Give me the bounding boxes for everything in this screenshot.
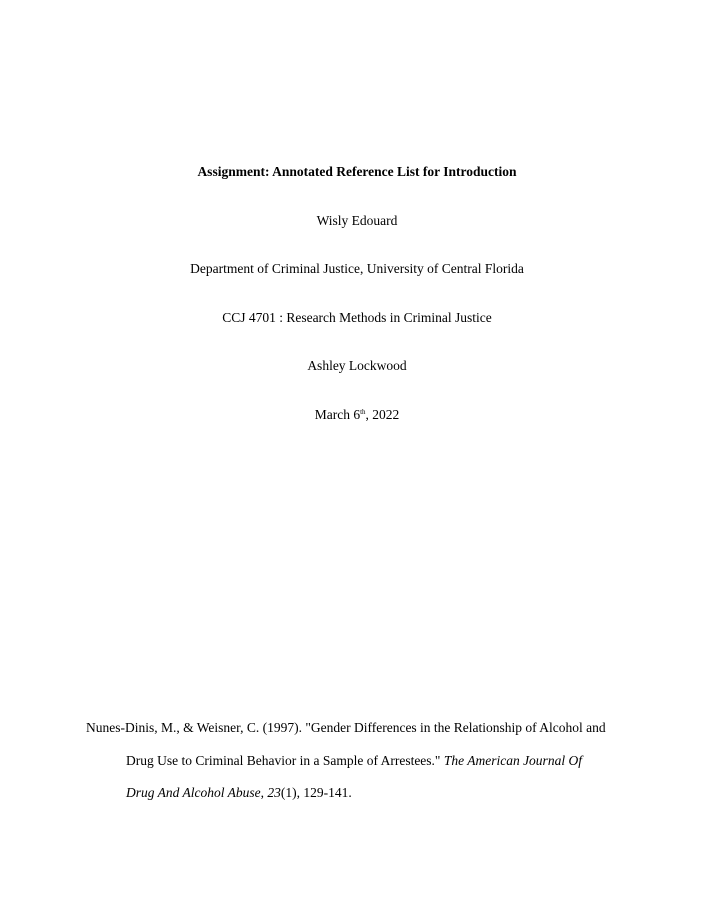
reference-line-1: Nunes-Dinis, M., & Weisner, C. (1997). "Gender Differences in the Relationship of Alcohol and: [86, 720, 606, 735]
reference-journal-name-end: Drug And Alcohol Abuse: [126, 785, 261, 800]
date-year: , 2022: [365, 407, 400, 422]
reference-volume: 23: [267, 785, 281, 800]
paper-title: Assignment: Annotated Reference List for Introduction: [197, 164, 517, 179]
date-ordinal-suffix: th: [360, 408, 366, 416]
reference-issue-pages: (1), 129-141.: [280, 785, 352, 800]
author-name: Wisly Edouard: [316, 213, 398, 228]
reference-line-3: [86, 777, 646, 810]
instructor-name: Ashley Lockwood: [307, 358, 407, 373]
reference-article-title-end: Drug Use to Criminal Behavior in a Sample of Arrestees.": [126, 752, 444, 768]
date-month-day: March 6: [314, 407, 361, 422]
reference-separator: ,: [260, 785, 268, 800]
reference-entry: [86, 712, 646, 810]
department-affiliation: Department of Criminal Justice, University of Central Florida: [190, 261, 524, 276]
reference-journal-name-start: The American Journal Of: [443, 752, 582, 768]
reference-line-2: [86, 745, 646, 778]
submission-date: [0, 407, 714, 423]
course-name: CCJ 4701 : Research Methods in Criminal Justice: [222, 310, 492, 325]
